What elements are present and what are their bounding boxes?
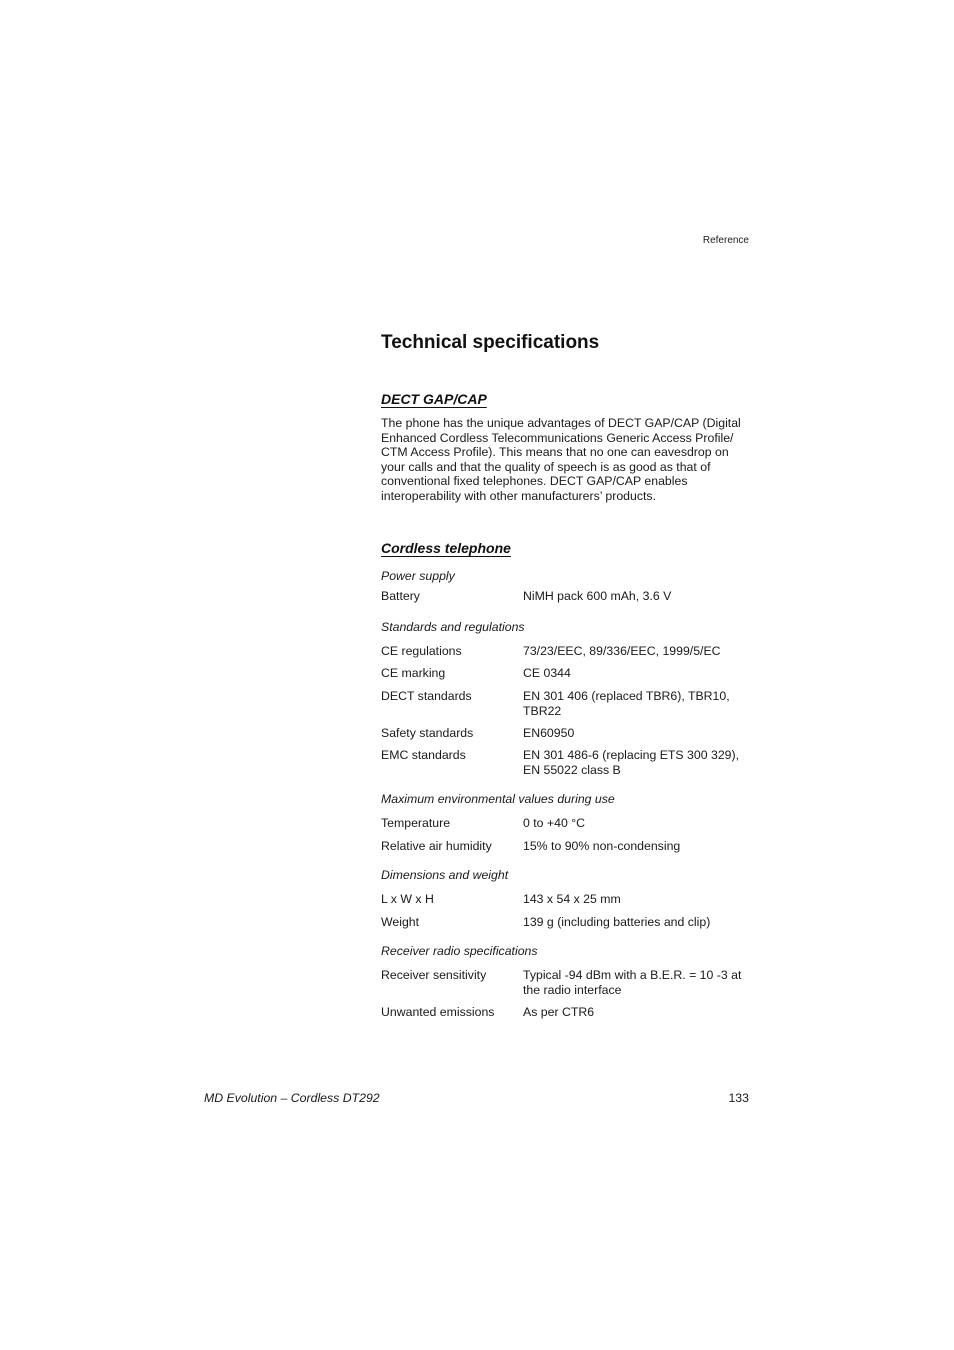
spec-label: L x W x H xyxy=(381,892,434,906)
spec-value: NiMH pack 600 mAh, 3.6 V xyxy=(523,589,672,603)
spec-value: 73/23/EEC, 89/336/EEC, 1999/5/EC xyxy=(523,644,721,658)
spec-label: CE regulations xyxy=(381,644,462,658)
page-title: Technical specifications xyxy=(381,332,600,353)
group-heading-receiver: Receiver radio specifications xyxy=(381,944,538,958)
spec-value: 139 g (including batteries and clip) xyxy=(523,915,711,929)
group-heading-power-supply: Power supply xyxy=(381,569,455,583)
section-heading-dect: DECT GAP/CAP xyxy=(381,391,487,407)
spec-value: As per CTR6 xyxy=(523,1005,595,1019)
spec-label: Battery xyxy=(381,589,420,603)
spec-label: Receiver sensitivity xyxy=(381,968,487,982)
spec-label: CE marking xyxy=(381,666,446,680)
spec-value: CE 0344 xyxy=(523,666,571,680)
spec-value: EN60950 xyxy=(523,726,575,740)
spec-label: Temperature xyxy=(381,816,451,830)
spec-label: Relative air humidity xyxy=(381,839,492,853)
spec-value: 143 x 54 x 25 mm xyxy=(523,892,621,906)
footer-page-number: 133 xyxy=(728,1091,749,1105)
spec-value: EN 301 406 (replaced TBR6), TBR10, TBR22 xyxy=(523,689,730,718)
footer-document-title: MD Evolution – Cordless DT292 xyxy=(204,1091,380,1105)
group-heading-environmental: Maximum environmental values during use xyxy=(381,792,615,806)
spec-value: EN 301 486-6 (replacing ETS 300 329), EN 55022 class B xyxy=(523,748,740,777)
group-heading-dimensions: Dimensions and weight xyxy=(381,868,509,882)
spec-label: Safety standards xyxy=(381,726,474,740)
spec-label: Weight xyxy=(381,915,420,929)
running-head: Reference xyxy=(702,235,749,246)
spec-value: 15% to 90% non-condensing xyxy=(523,839,681,853)
section-heading-cordless: Cordless telephone xyxy=(381,540,511,556)
spec-label: DECT standards xyxy=(381,689,472,703)
spec-value: 0 to +40 °C xyxy=(523,816,586,830)
spec-label: Unwanted emissions xyxy=(381,1005,495,1019)
group-heading-standards: Standards and regulations xyxy=(381,620,525,634)
spec-label: EMC standards xyxy=(381,748,466,762)
spec-value: Typical -94 dBm with a B.E.R. = 10 -3 at the radio interface xyxy=(523,968,742,997)
dect-body-text: The phone has the unique advantages of DECT GAP/CAP (Digital Enhanced Cordless Telecommunications Generic Access Profile/ CTM Access Profile). This means that no one can eavesdrop on your calls and that the quality of speech is as good as that of conventional fixed telephones. DECT GAP/CAP enables interoperability with other manufacturers’ products. xyxy=(381,416,741,503)
